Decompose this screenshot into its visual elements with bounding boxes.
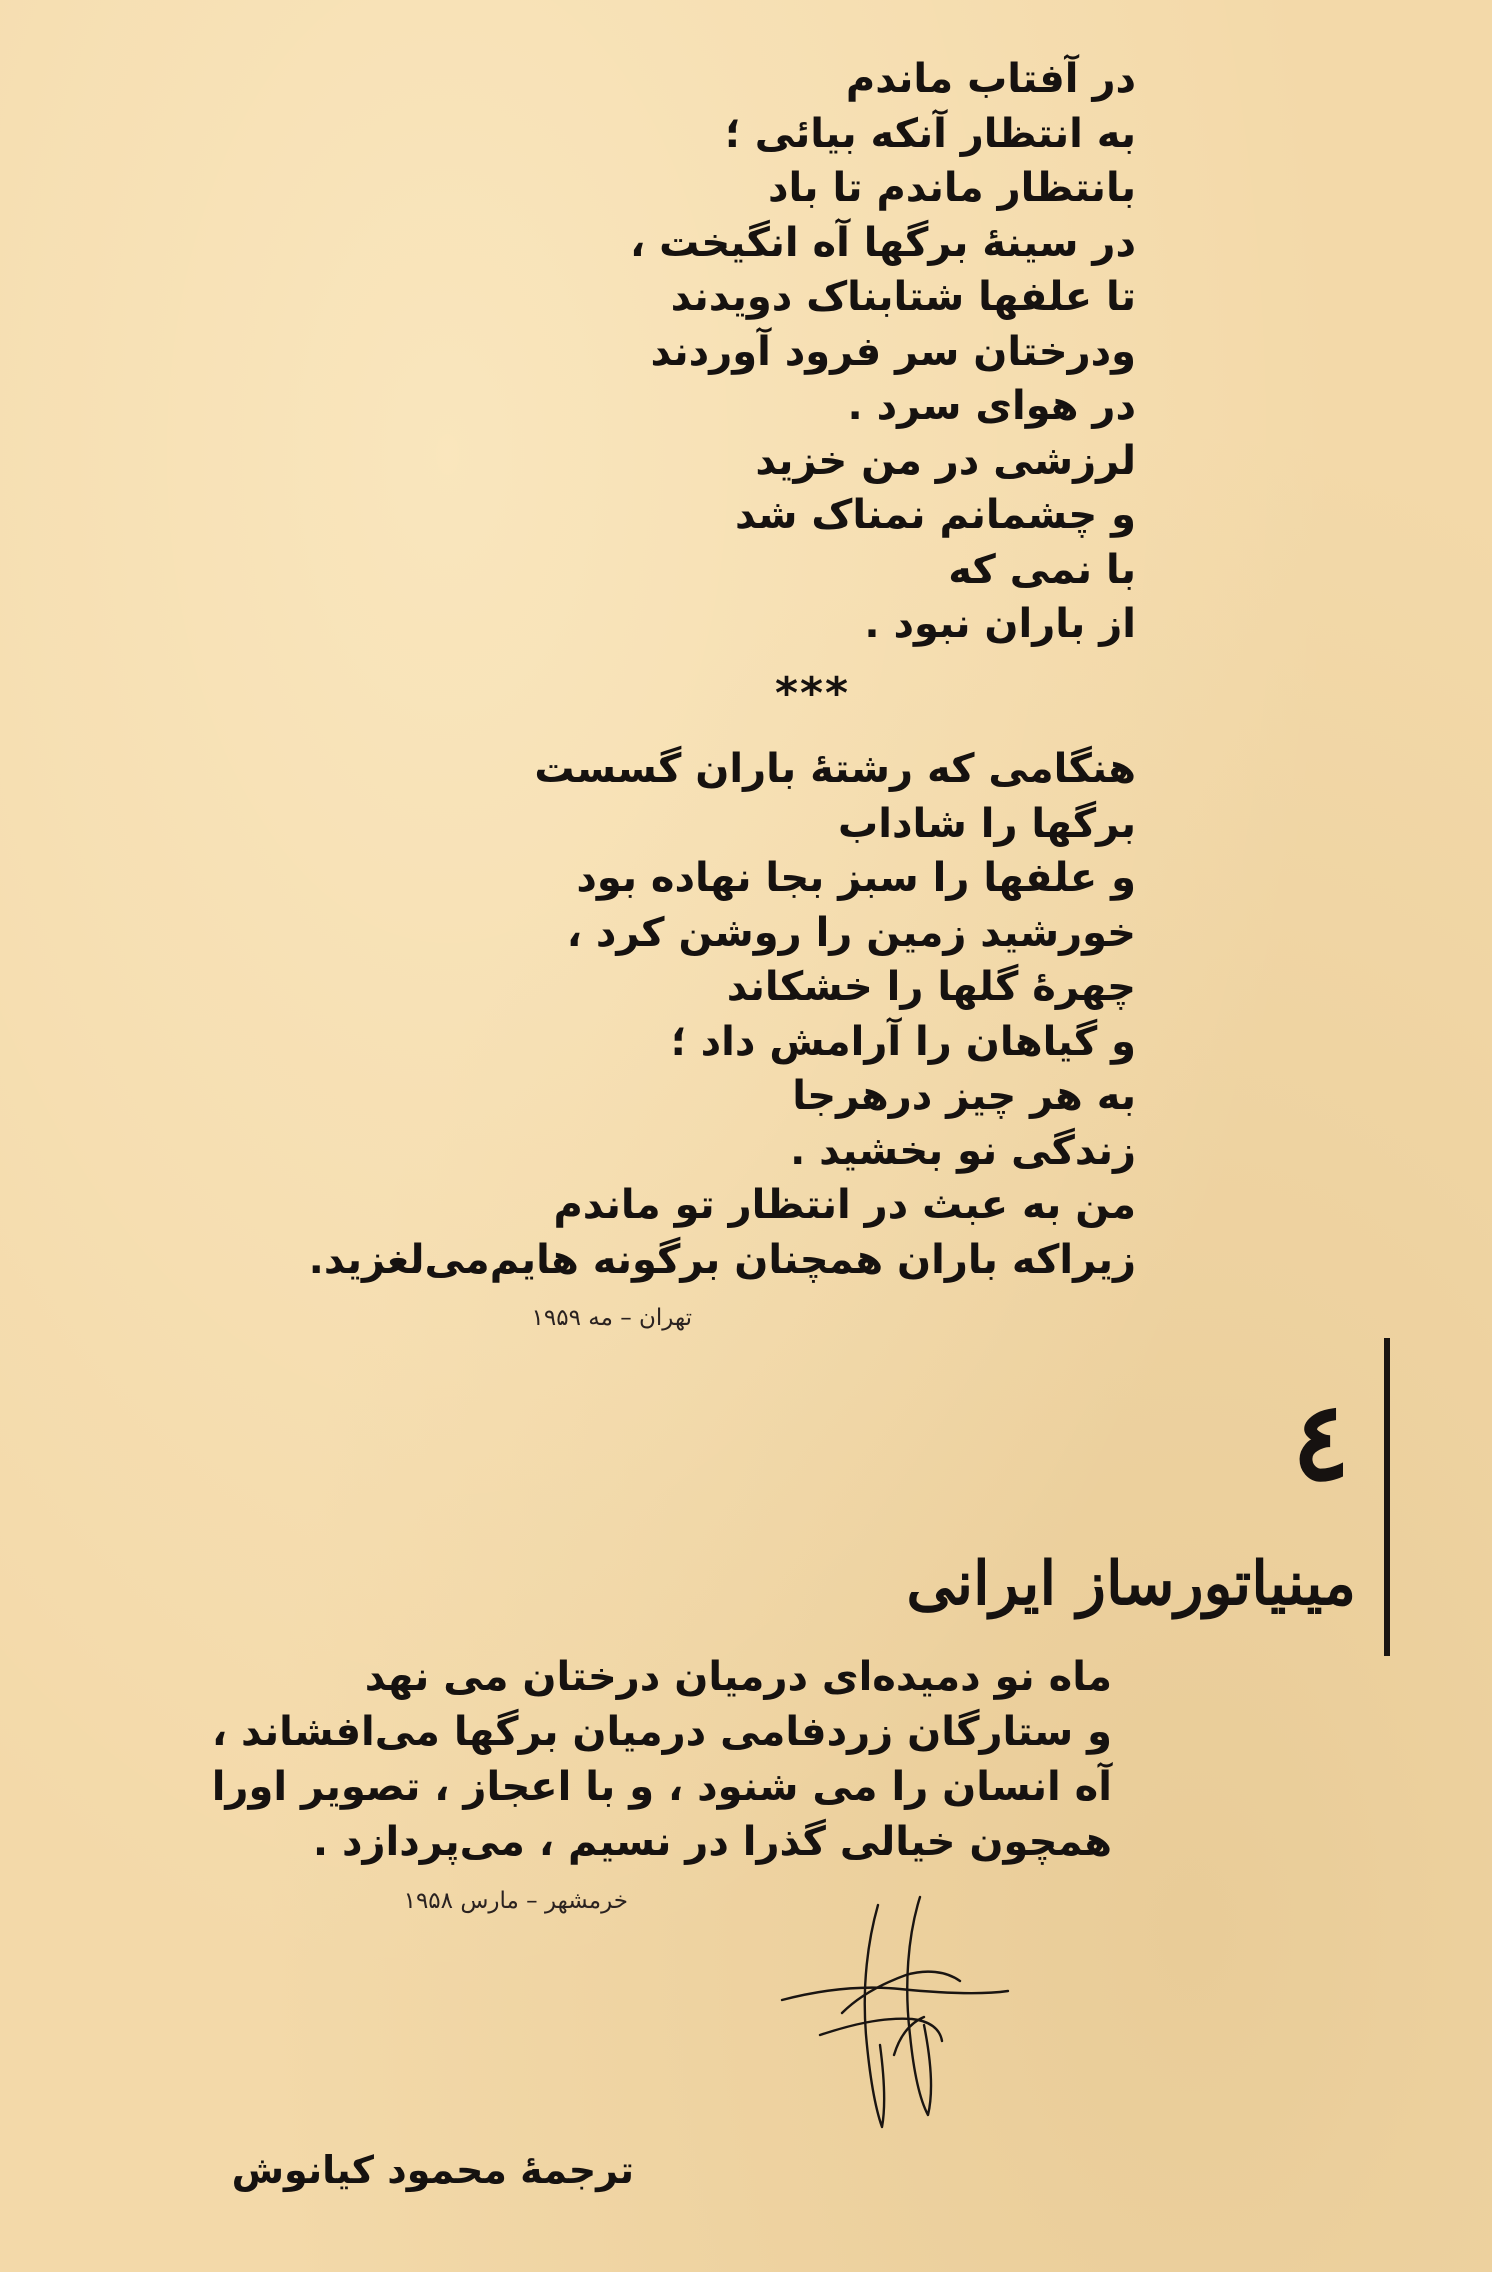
- poem-line: و گیاهان را آرامش داد ؛: [670, 1018, 1136, 1065]
- poem-line: من به عبث در انتظار تو ماندم: [553, 1182, 1136, 1228]
- poem-line: همچون خیالی گذرا در نسیم ، می‌پردازد .: [312, 1819, 1112, 1865]
- poem-stanza-3: [212, 1650, 1112, 1870]
- poem-line: به انتظار آنکه بیائی ؛: [724, 110, 1136, 157]
- translator-credit: ترجمهٔ محمود کیانوش: [231, 2148, 634, 2192]
- poem-line: ودرختان سر فرود آوردند: [650, 328, 1136, 375]
- poem-stanza-2: [309, 742, 1136, 1287]
- poem-line: و ستارگان زردفامی درمیان برگها می‌افشاند ،: [211, 1709, 1112, 1755]
- poem-line: برگها را شاداب: [838, 800, 1136, 847]
- poem-line: لرزشی در من خزید: [755, 437, 1136, 484]
- poem-line: از باران نبود .: [864, 601, 1136, 647]
- place-date-note: خرمشهر – مارس ۱۹۵۸: [403, 1888, 628, 1914]
- poem-line: آه انسان را می شنود ، و با اعجاز ، تصویر اورا: [211, 1764, 1112, 1810]
- poem-line: ماه نو دمیده‌ای درمیان درختان می نهد: [364, 1654, 1112, 1700]
- section-number: ٤: [1291, 1379, 1350, 1505]
- poem-line: و علفها را سبز بجا نهاده بود: [576, 855, 1136, 901]
- poem-line: زندگی نو بخشید .: [790, 1127, 1136, 1174]
- place-date-note: تهران – مه ۱۹۵۹: [531, 1305, 692, 1331]
- poem-line: بانتظار ماندم تا باد: [767, 165, 1136, 211]
- poem-line: تا علفها شتابناک دویدند: [670, 274, 1136, 320]
- poem-line: خورشید زمین را روشن کرد ،: [566, 909, 1136, 956]
- poem-line: در هوای سرد .: [847, 383, 1136, 429]
- stanza-divider: ***: [774, 668, 850, 719]
- handwritten-signature: [780, 1895, 1010, 2135]
- poem-line: و چشمانم نمناک شد: [735, 492, 1136, 538]
- section-vertical-rule: [1384, 1338, 1390, 1656]
- poem-line: در آفتاب ماندم: [845, 56, 1136, 102]
- section-title: مینیاتورساز ایرانی: [906, 1549, 1356, 1619]
- poem-line: چهرهٔ گلها را خشکاند: [726, 964, 1136, 1010]
- poem-stanza-1: [630, 52, 1136, 652]
- poem-line: زیراکه باران همچنان برگونه هایم‌می‌لغزید.: [308, 1236, 1136, 1283]
- poem-line: با نمی که: [948, 546, 1136, 593]
- poem-line: در سینهٔ برگها آه انگیخت ،: [629, 219, 1136, 266]
- poem-line: به هر چیز درهرجا: [792, 1073, 1136, 1119]
- poem-line: هنگامی که رشتهٔ باران گسست: [534, 746, 1136, 792]
